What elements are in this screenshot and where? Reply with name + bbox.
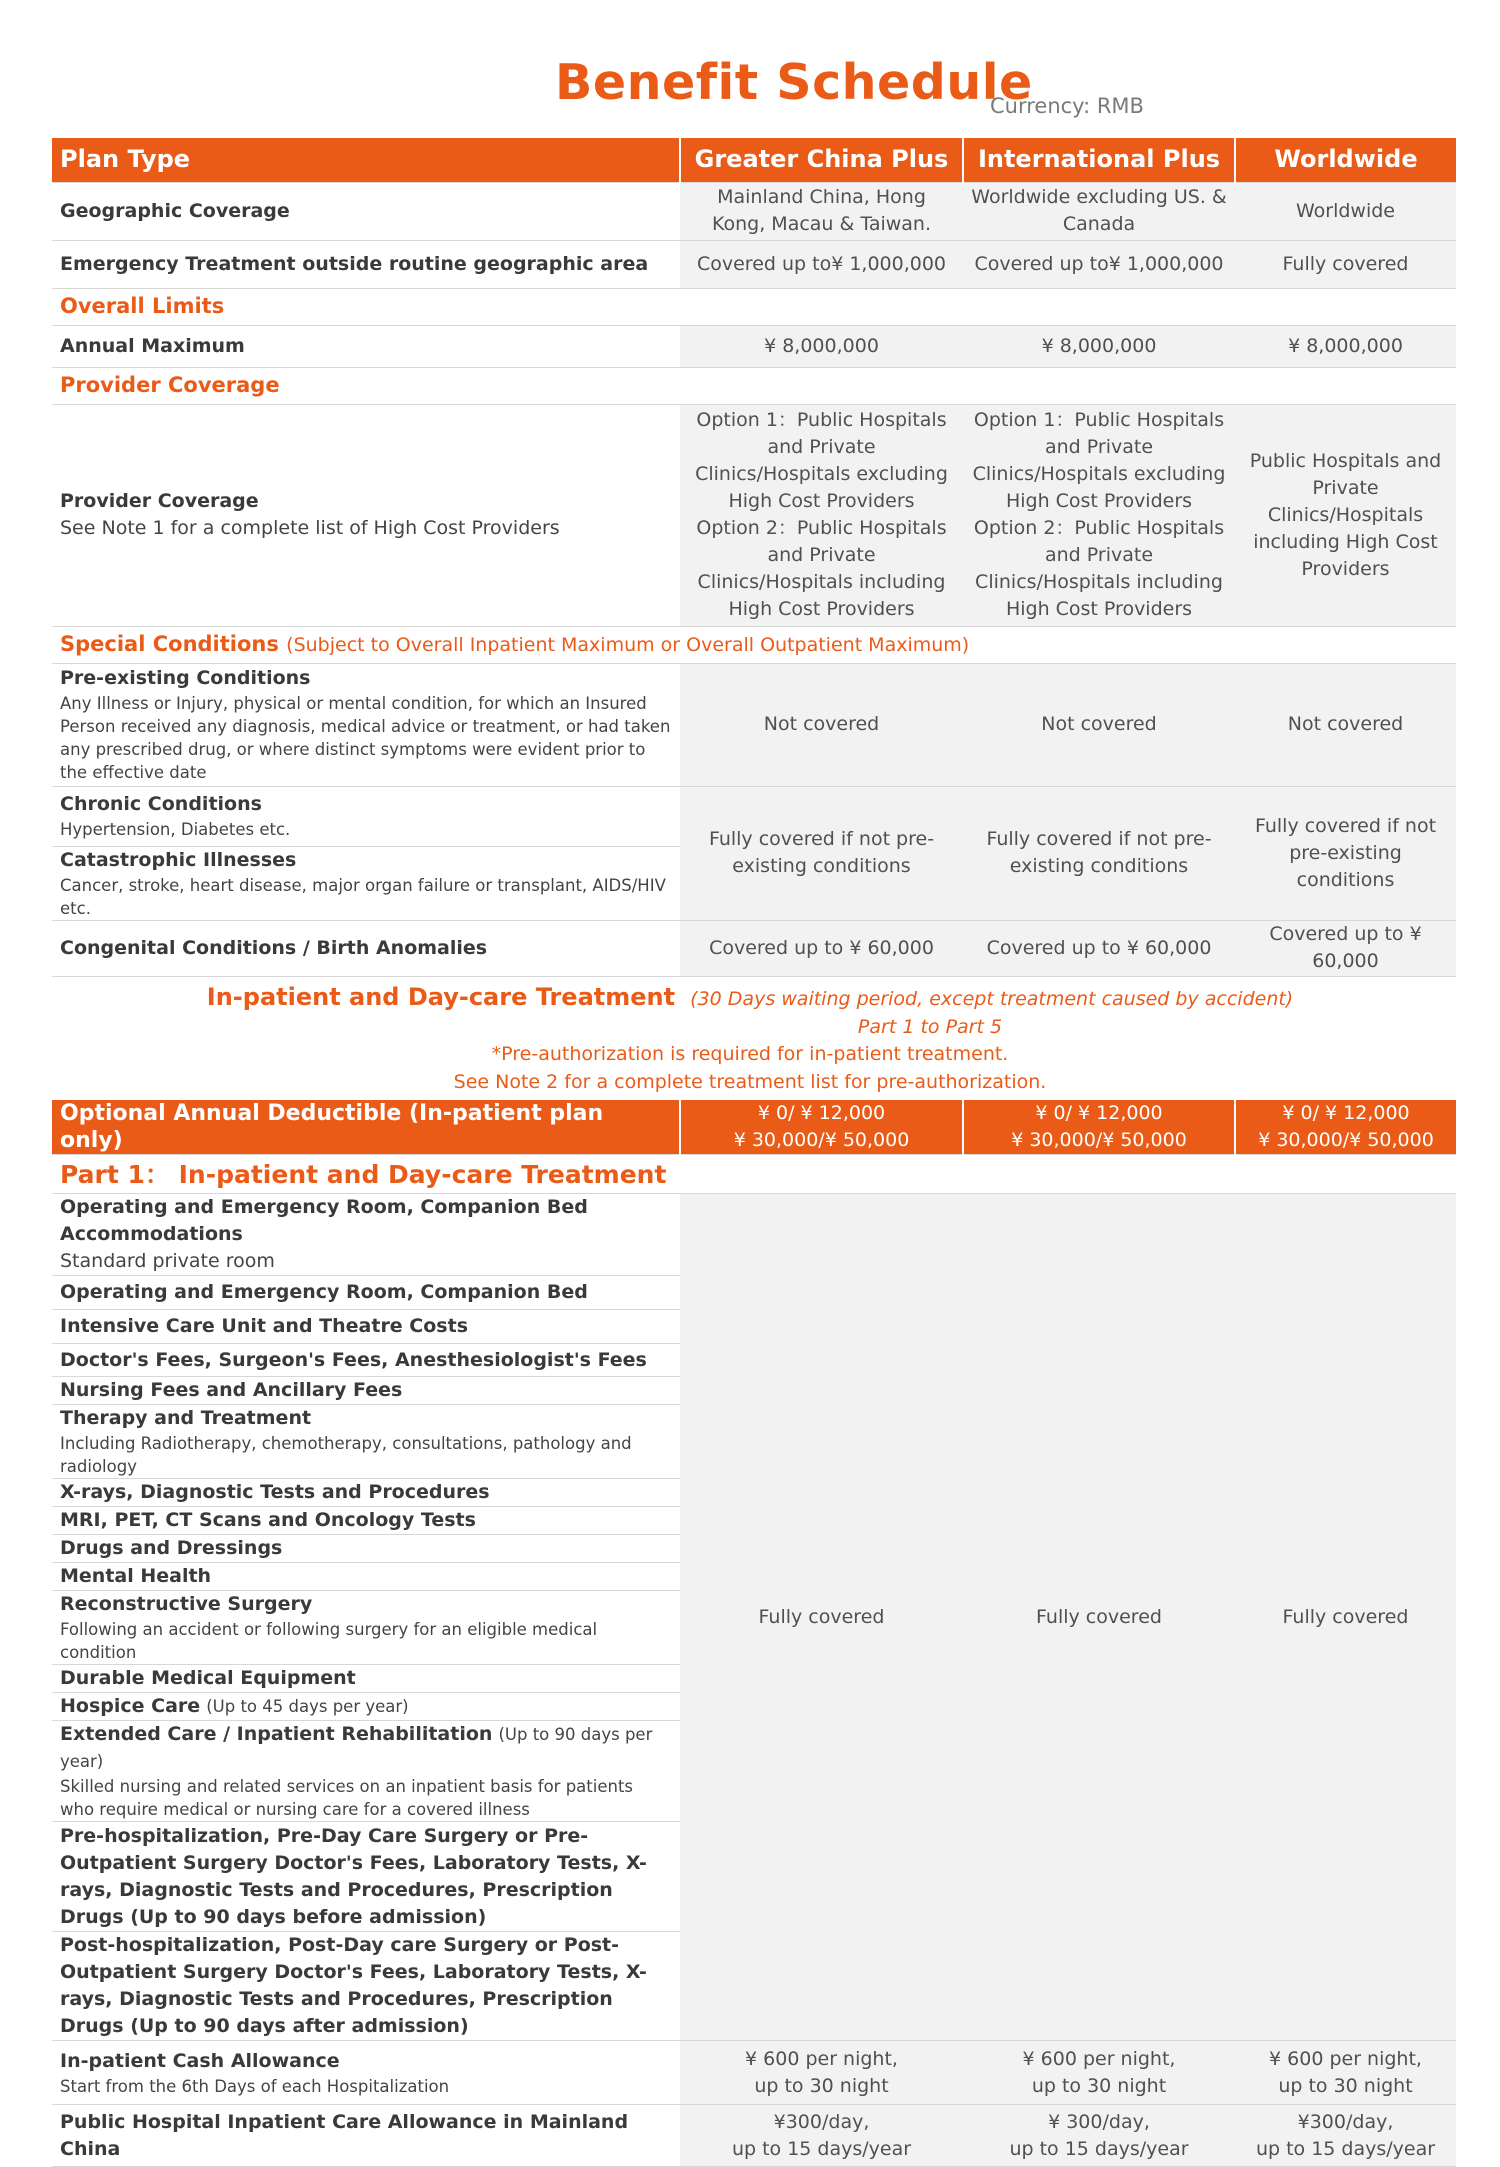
cash-int-line2: up to 30 night bbox=[1031, 2074, 1167, 2097]
waiting-period-note: (30 Days waiting period, except treatment caused by accident) bbox=[690, 988, 1294, 1010]
overall-limits-heading: Overall Limits bbox=[52, 288, 1456, 325]
hospice-label-cell bbox=[52, 1693, 680, 1721]
chronic-label-cell bbox=[52, 786, 680, 846]
geo-label: Geographic Coverage bbox=[52, 182, 680, 240]
special-conditions-subheading: (Subject to Overall Inpatient Maximum or Overall Outpatient Maximum) bbox=[286, 633, 970, 656]
mri-label: MRI, PET, CT Scans and Oncology Tests bbox=[52, 1507, 680, 1535]
preexisting-int: Not covered bbox=[963, 663, 1235, 786]
deductible-ww-line1: ¥ 0/ ¥ 12,000 bbox=[1282, 1102, 1410, 1124]
public-gc-line2: up to 15 days/year bbox=[731, 2137, 912, 2160]
dme-label: Durable Medical Equipment bbox=[52, 1665, 680, 1693]
public-ww-line2: up to 15 days/year bbox=[1255, 2137, 1436, 2160]
deductible-int-line2: ¥ 30,000/¥ 50,000 bbox=[1011, 1129, 1187, 1151]
congenital-gc: Covered up to ¥ 60,000 bbox=[680, 920, 963, 976]
nursing-label: Nursing Fees and Ancillary Fees bbox=[52, 1377, 680, 1405]
provider-value-ww: Public Hospitals and Private Clinics/Hospitals including High Cost Providers bbox=[1235, 404, 1456, 626]
cash-gc-line1: ¥ 600 per night, bbox=[745, 2047, 898, 2070]
parts-range: Part 1 to Part 5 bbox=[857, 1016, 1003, 1038]
chronic-desc: Hypertension, Diabetes etc. bbox=[60, 820, 291, 839]
therapy-desc: Including Radiotherapy, chemotherapy, consultations, pathology and radiology bbox=[60, 1434, 632, 1476]
cash-gc-line2: up to 30 night bbox=[754, 2074, 889, 2097]
public-label: Public Hospital Inpatient Care Allowance in Mainland China bbox=[52, 2105, 680, 2167]
extended-label: Extended Care / Inpatient Rehabilitation bbox=[60, 1723, 493, 1745]
emergency-value-gc: Covered up to¥ 1,000,000 bbox=[680, 240, 963, 288]
preauth-note-2: See Note 2 for a complete treatment list for pre-authorization. bbox=[453, 1071, 1047, 1093]
room-label: Operating and Emergency Room, Companion Bed Accommodations bbox=[60, 1196, 588, 1245]
preauth-note-1: *Pre-authorization is required for in-patient treatment. bbox=[491, 1043, 1009, 1065]
provider-heading: Provider Coverage bbox=[52, 367, 1456, 404]
provider-value-int bbox=[963, 404, 1235, 626]
public-int bbox=[963, 2105, 1235, 2167]
preexisting-row bbox=[52, 663, 1456, 786]
congenital-row bbox=[52, 920, 1456, 976]
geo-value-int: Worldwide excluding US. & Canada bbox=[963, 182, 1235, 240]
annual-max-row bbox=[52, 325, 1456, 367]
cash-int-line1: ¥ 600 per night, bbox=[1022, 2047, 1176, 2070]
special-conditions-heading-cell bbox=[52, 626, 1456, 663]
hospice-note: (Up to 45 days per year) bbox=[206, 1697, 409, 1716]
preexisting-desc: Any Illness or Injury, physical or mental condition, for which an Insured Person received any diagnosis, medical advice or treatment, or had taken any prescribed drug, or where distinct symptoms were evident prior to the effective date bbox=[60, 694, 671, 782]
deductible-gc-line1: ¥ 0/ ¥ 12,000 bbox=[757, 1102, 886, 1124]
geo-row bbox=[52, 182, 1456, 240]
cash-allowance-row bbox=[52, 2041, 1456, 2105]
plan-header-international: International Plus bbox=[963, 138, 1235, 182]
congenital-int: Covered up to ¥ 60,000 bbox=[963, 920, 1235, 976]
chronic-ww: Fully covered if not pre-existing conditions bbox=[1235, 786, 1456, 920]
emergency-label: Emergency Treatment outside routine geographic area bbox=[52, 240, 680, 288]
cash-label: In-patient Cash Allowance bbox=[60, 2049, 340, 2072]
provider-label: Provider Coverage bbox=[60, 490, 259, 512]
preexisting-label-cell bbox=[52, 663, 680, 786]
plan-header-worldwide: Worldwide bbox=[1235, 138, 1456, 182]
overall-limits-section bbox=[52, 288, 1456, 325]
cash-gc bbox=[680, 2041, 963, 2105]
posthosp-label: Post-hospitalization, Post-Day care Surgery or Post-Outpatient Surgery Doctor's Fees, Laboratory Tests, X-rays, Diagnostic Tests and Procedures, Prescription Drugs (Up to 90 days after admission) bbox=[52, 1932, 680, 2041]
therapy-label: Therapy and Treatment bbox=[60, 1407, 312, 1429]
emergency-value-ww: Fully covered bbox=[1235, 240, 1456, 288]
hospice-label: Hospice Care bbox=[60, 1695, 201, 1717]
public-ww bbox=[1235, 2105, 1456, 2167]
deductible-gc-line2: ¥ 30,000/¥ 50,000 bbox=[733, 1129, 910, 1151]
deductible-ww-line2: ¥ 30,000/¥ 50,000 bbox=[1258, 1129, 1434, 1151]
chronic-row bbox=[52, 786, 1456, 846]
provider-int-option1: Option 1：Public Hospitals and Private Clinics/Hospitals excluding High Cost Providers bbox=[972, 409, 1226, 512]
benefit-table-top bbox=[52, 138, 1456, 977]
xray-label: X-rays, Diagnostic Tests and Procedures bbox=[52, 1479, 680, 1507]
inpatient-heading: In-patient and Day-care Treatment bbox=[206, 983, 676, 1011]
public-int-line1: ¥ 300/day, bbox=[1048, 2110, 1150, 2133]
recon-desc: Following an accident or following surgery for an eligible medical condition bbox=[60, 1620, 598, 1662]
provider-row bbox=[52, 404, 1456, 626]
catastrophic-label: Catastrophic Illnesses bbox=[60, 848, 297, 871]
catastrophic-label-cell bbox=[52, 846, 680, 920]
currency-label: Currency: RMB bbox=[990, 94, 1144, 118]
recon-label-cell bbox=[52, 1591, 680, 1665]
annual-max-int: ¥ 8,000,000 bbox=[963, 325, 1235, 367]
cash-ww-line1: ¥ 600 per night, bbox=[1269, 2047, 1422, 2070]
extended-desc: Skilled nursing and related services on an inpatient basis for patients who require medical or nursing care for a covered illness bbox=[60, 1777, 634, 1819]
deductible-label: Optional Annual Deductible (In-patient plan only) bbox=[52, 1100, 680, 1155]
special-conditions-section bbox=[52, 626, 1456, 663]
chronic-int: Fully covered if not pre-existing conditions bbox=[963, 786, 1235, 920]
public-gc bbox=[680, 2105, 963, 2167]
mental-label: Mental Health bbox=[52, 1563, 680, 1591]
part1-fully-covered-ww: Fully covered bbox=[1235, 1194, 1456, 2041]
provider-gc-option2: Option 2：Public Hospitals and Private Clinics/Hospitals including High Cost Providers bbox=[696, 517, 947, 620]
preexisting-gc: Not covered bbox=[680, 663, 963, 786]
deductible-ww bbox=[1235, 1100, 1456, 1155]
cash-int bbox=[963, 2041, 1235, 2105]
emergency-row bbox=[52, 240, 1456, 288]
cash-ww-line2: up to 30 night bbox=[1278, 2074, 1413, 2097]
preexisting-ww: Not covered bbox=[1235, 663, 1456, 786]
companion-label: Operating and Emergency Room, Companion Bed bbox=[52, 1276, 680, 1310]
part1-fully-covered-gc: Fully covered bbox=[680, 1194, 963, 2041]
provider-value-gc bbox=[680, 404, 963, 626]
plan-header-row bbox=[52, 138, 1456, 182]
annual-max-label: Annual Maximum bbox=[52, 325, 680, 367]
public-int-line2: up to 15 days/year bbox=[1009, 2137, 1189, 2160]
provider-int-option2: Option 2：Public Hospitals and Private Clinics/Hospitals including High Cost Providers bbox=[973, 517, 1225, 620]
part1-item-room bbox=[52, 1194, 1456, 1276]
extended-label-cell bbox=[52, 1721, 680, 1822]
public-ww-line1: ¥300/day, bbox=[1297, 2110, 1394, 2133]
provider-section bbox=[52, 367, 1456, 404]
cash-label-cell bbox=[52, 2041, 680, 2105]
preexisting-label: Pre-existing Conditions bbox=[60, 667, 311, 689]
part1-heading: Part 1： In-patient and Day-care Treatment bbox=[52, 1155, 1456, 1194]
page-title: Benefit Schedule bbox=[555, 54, 1033, 111]
deductible-int-line1: ¥ 0/ ¥ 12,000 bbox=[1035, 1102, 1163, 1124]
public-hospital-row bbox=[52, 2105, 1456, 2167]
catastrophic-desc: Cancer, stroke, heart disease, major organ failure or transplant, AIDS/HIV etc. bbox=[60, 875, 666, 918]
annual-max-gc: ¥ 8,000,000 bbox=[680, 325, 963, 367]
special-conditions-heading: Special Conditions bbox=[60, 631, 279, 656]
provider-label-cell bbox=[52, 404, 680, 626]
chronic-label: Chronic Conditions bbox=[60, 793, 262, 815]
deductible-gc bbox=[680, 1100, 963, 1155]
provider-gc-option1: Option 1：Public Hospitals and Private Clinics/Hospitals excluding High Cost Providers bbox=[695, 409, 948, 512]
extended-note: (Up to 90 days per year) bbox=[60, 1725, 653, 1771]
prehosp-label: Pre-hospitalization, Pre-Day Care Surgery or Pre-Outpatient Surgery Doctor's Fees, Laboratory Tests, X-rays, Diagnostic Tests and Procedures, Prescription Drugs (Up to 90 days before admission) bbox=[52, 1822, 680, 1932]
cash-ww bbox=[1235, 2041, 1456, 2105]
geo-value-ww: Worldwide bbox=[1235, 182, 1456, 240]
chronic-gc: Fully covered if not pre-existing conditions bbox=[680, 786, 963, 920]
deductible-row bbox=[52, 1100, 1456, 1155]
therapy-label-cell bbox=[52, 1405, 680, 1479]
public-gc-line1: ¥300/day, bbox=[773, 2110, 870, 2133]
cash-desc: Start from the 6th Days of each Hospitalization bbox=[60, 2076, 450, 2096]
icu-label: Intensive Care Unit and Theatre Costs bbox=[52, 1310, 680, 1344]
geo-value-gc: Mainland China, Hong Kong, Macau & Taiwan. bbox=[680, 182, 963, 240]
plan-type-header: Plan Type bbox=[52, 138, 680, 182]
emergency-value-int: Covered up to¥ 1,000,000 bbox=[963, 240, 1235, 288]
room-desc: Standard private room bbox=[60, 1250, 275, 1272]
congenital-ww: Covered up to ¥ 60,000 bbox=[1235, 920, 1456, 976]
part1-fully-covered-int: Fully covered bbox=[963, 1194, 1235, 2041]
deductible-int bbox=[963, 1100, 1235, 1155]
provider-note: See Note 1 for a complete list of High Cost Providers bbox=[60, 517, 560, 539]
recon-label: Reconstructive Surgery bbox=[60, 1593, 313, 1615]
benefit-table-inpatient bbox=[52, 1100, 1456, 2167]
doctor-label: Doctor's Fees, Surgeon's Fees, Anesthesiologist's Fees bbox=[52, 1344, 680, 1377]
room-label-cell bbox=[52, 1194, 680, 1276]
plan-header-greater-china: Greater China Plus bbox=[680, 138, 963, 182]
annual-max-ww: ¥ 8,000,000 bbox=[1235, 325, 1456, 367]
inpatient-intro bbox=[0, 983, 1500, 1011]
drugs-label: Drugs and Dressings bbox=[52, 1535, 680, 1563]
congenital-label: Congenital Conditions / Birth Anomalies bbox=[52, 920, 680, 976]
part1-section bbox=[52, 1155, 1456, 1194]
